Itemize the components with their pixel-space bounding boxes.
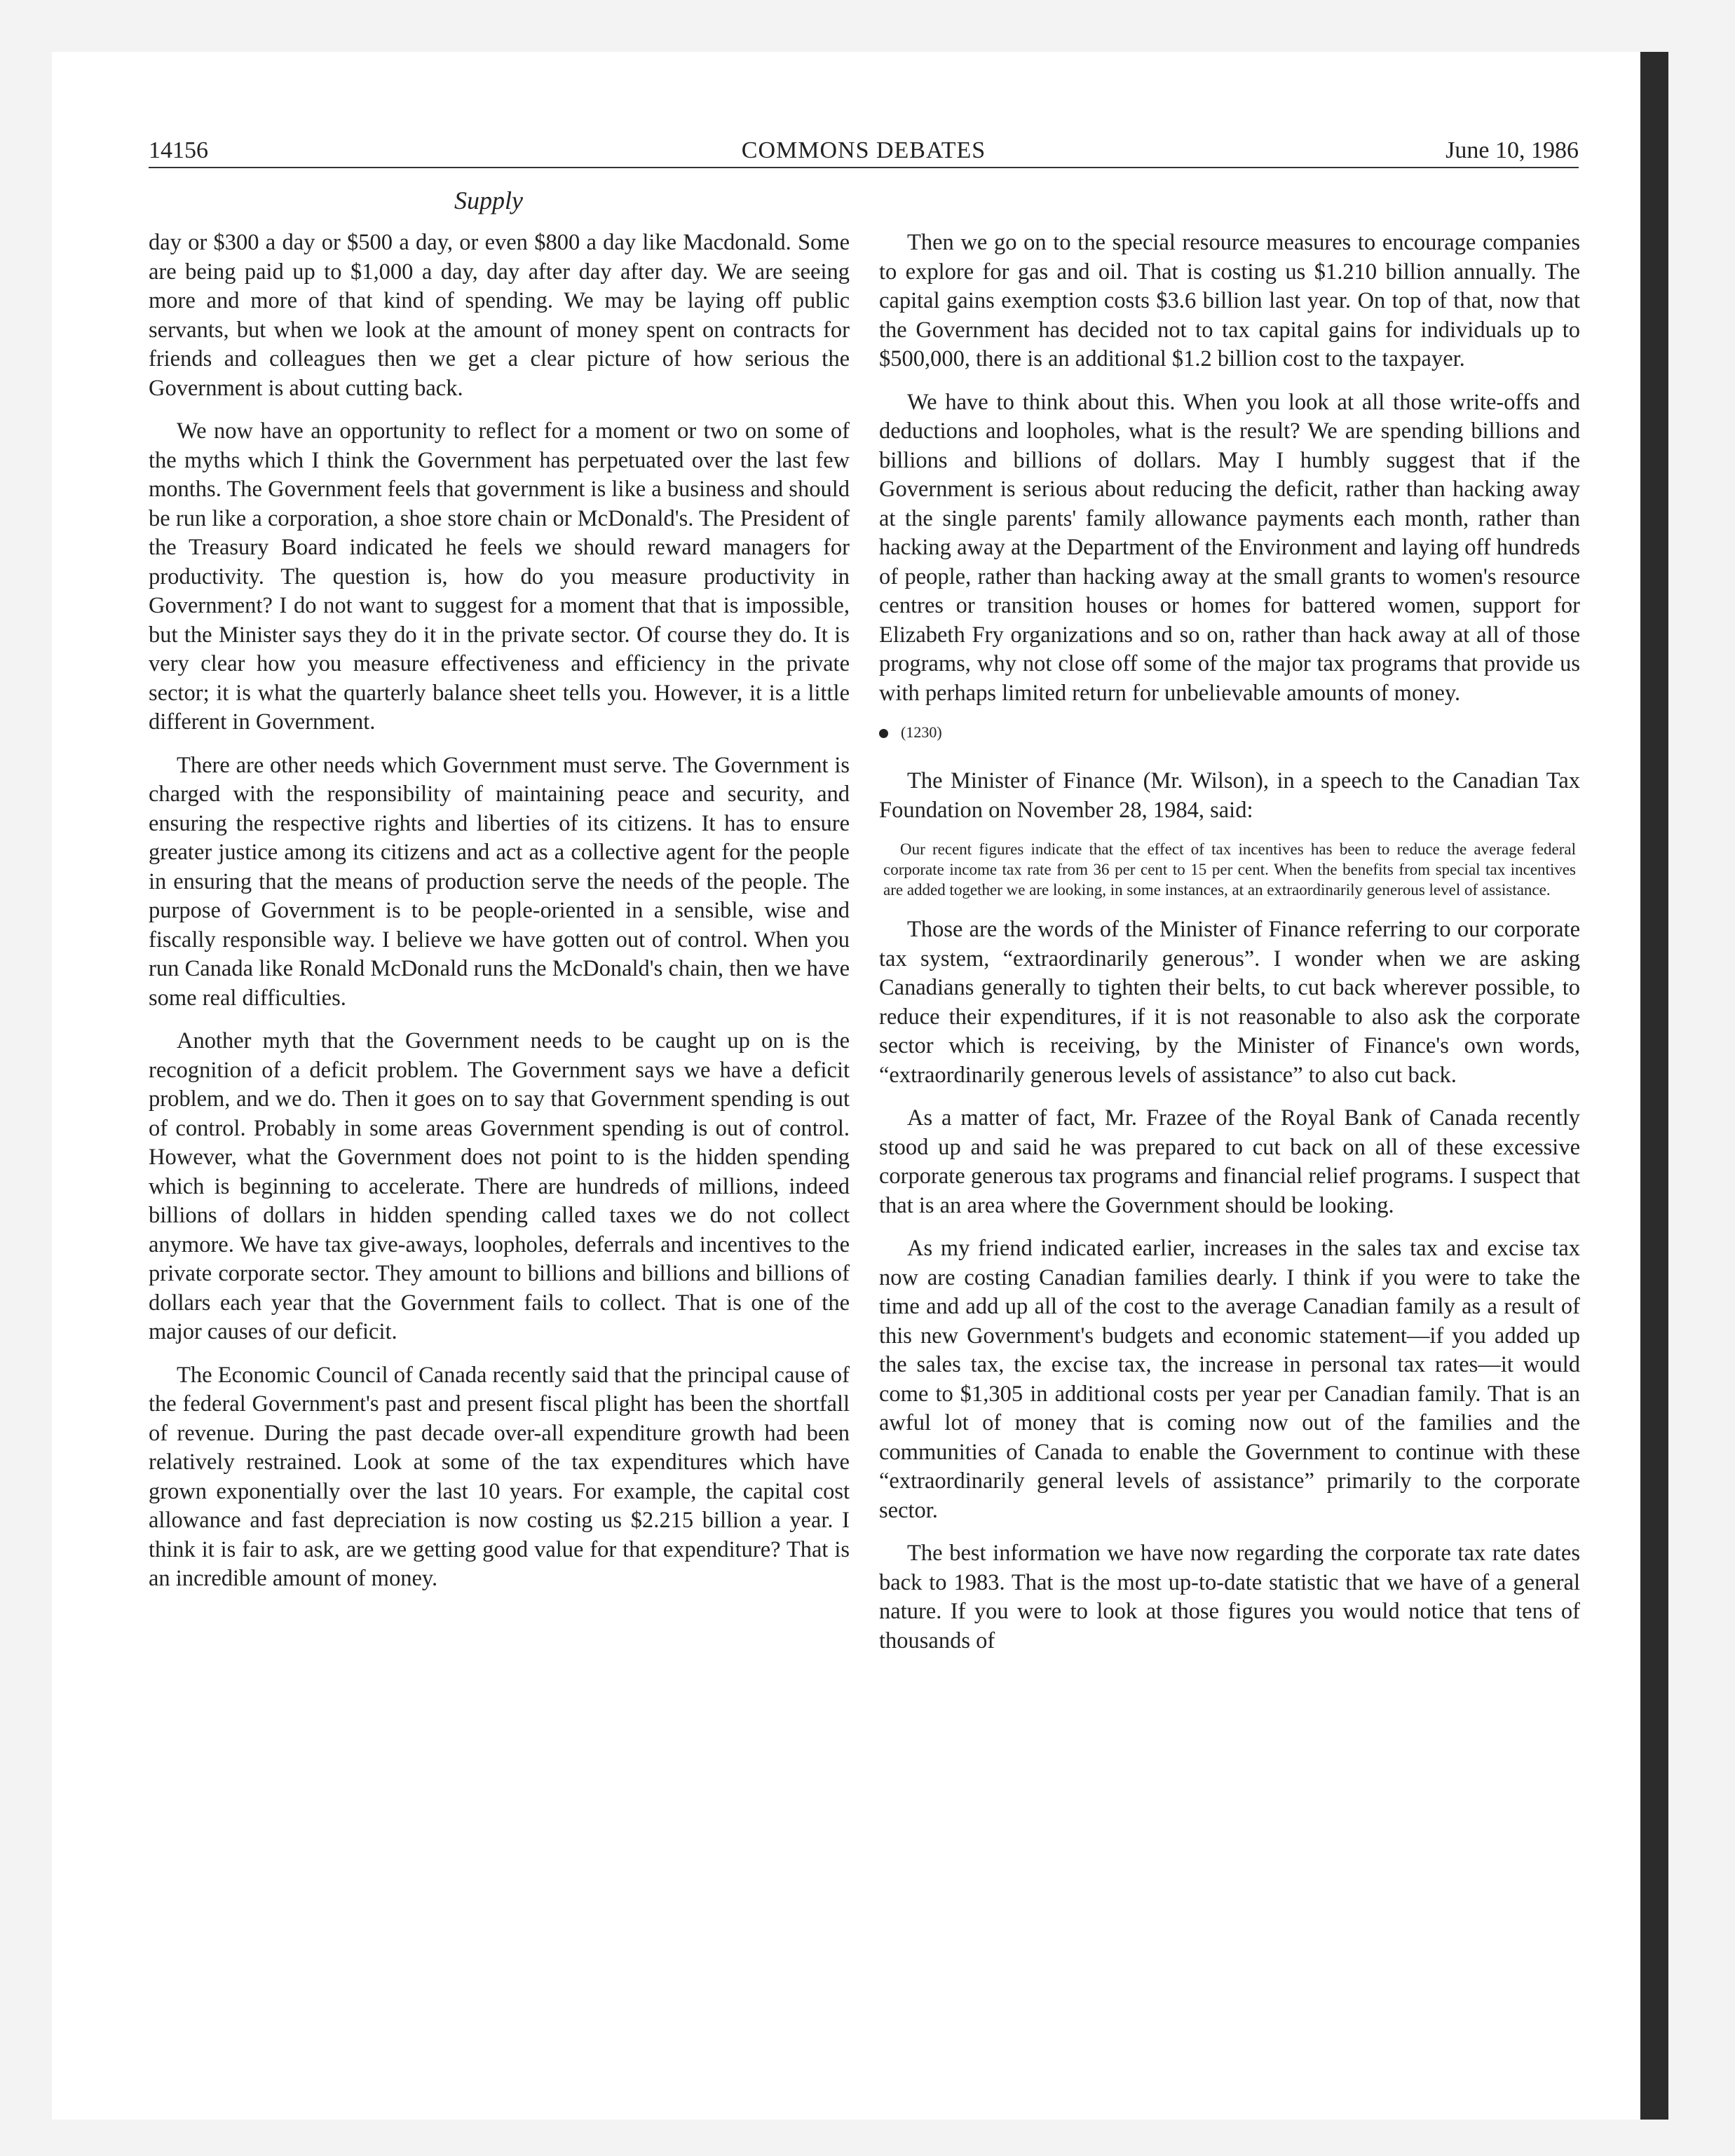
paragraph: Those are the words of the Minister of Finance referring to our corporate tax system, “extraordinarily generous”. I wonder when we are asking Canadians generally to tighten their belts, to cut back wherever possible, to reduce their expenditures, if it is not reasonable to also ask the corporate sector which is receiving, by the Minister of Finance's own words, “extraordinarily generous levels of assistance” to also cut back. [879,917,1580,1088]
paragraph: day or $300 a day or $500 a day, or even $800 a day like Macdonald. Some are being paid up to $1,000 a day, day after day after day. We are seeing more and more of that kind of spending. We may be laying off public servants, but when we look at the amount of money spent on contracts for friends and colleagues then we get a clear picture of how serious the Government is about cutting back. [149,230,850,401]
paragraph: The Minister of Finance (Mr. Wilson), in a speech to the Canadian Tax Foundation on November 28, 1984, said: [879,768,1580,823]
timestamp-label: (1230) [901,723,942,741]
bullet-icon [879,729,888,738]
paragraph: We now have an opportunity to reflect for a moment or two on some of the myths which I think the Government has perpetuated over the last few months. The Government feels that government is like a business and should be run like a corporation, a shoe store chain or McDonald's. The President of the Treasury Board indicated he feels we should reward managers for productivity. The question is, how do you measure productivity in Government? I do not want to suggest for a moment that that is impossible, but the Minister says they do it in the private sector. Of course they do. It is very clear how you measure effectiveness and efficiency in the private sector; it is what the quarterly balance sheet tells you. However, it is a little different in Government. [149,418,850,735]
paragraph: As my friend indicated earlier, increases in the sales tax and excise tax now are costing Canadian families dearly. I think if you were to take the time and add up all of the cost to the average Canadian family as a result of this new Government's budgets and economic statement—if you added up the sales tax, the excise tax, the increase in personal tax rates—it would come to $1,305 in additional costs per year per Canadian family. That is an awful lot of money that is coming now out of the families and the communities of Canada to enable the Government to continue with these “extraordinarily general levels of assistance” primarily to the corporate sector. [879,1236,1580,1523]
page-number: 14156 [149,137,208,163]
paragraph: The Economic Council of Canada recently said that the principal cause of the federal Government's past and present fiscal plight has been the shortfall of revenue. During the past decade over-all expenditure growth had been relatively restrained. Look at some of the tax expenditures which have grown exponentially over the last 10 years. For example, the capital cost allowance and fast depreciation is now costing us $2.215 billion a year. I think it is fair to ask, are we getting good value for that expenditure? That is an incredible amount of money. [149,1362,850,1591]
timestamp [879,722,1580,743]
left-column [149,228,850,1608]
header-rule [149,167,1579,168]
paragraph: There are other needs which Government must serve. The Government is charged with the responsibility of maintaining peace and security, and ensuring the respective rights and liberties of its citizens. It has to ensure greater justice among its citizens and act as a collective agent for the people in ensuring that the means of production serve the needs of the people. The purpose of Government is to be people-oriented in a sensible, wise and fiscally responsible way. I believe we have gotten out of control. When you run Canada like Ronald McDonald runs the McDonald's chain, then we have some real difficulties. [149,752,850,1011]
paragraph: The best information we have now regarding the corporate tax rate dates back to 1983. That is the most up-to-date statistic that we have of a general nature. If you were to look at those figures you would notice that tens of thousands of [879,1541,1580,1653]
page-header [149,133,1579,168]
publication-title: COMMONS DEBATES [741,137,986,163]
block-quote: Our recent figures indicate that the effect of tax incentives has been to reduce the average federal corporate income tax rate from 36 per cent to 15 per cent. When the benefits from special tax incentives are added together we are looking, in some instances, at an extraordinarily generous level of assistance. [883,840,1576,899]
right-column [879,228,1580,1670]
scan-edge [1640,52,1668,2120]
paragraph: We have to think about this. When you look at all those write-offs and deductions and loopholes, what is the result? We are spending billions and billions and billions of dollars. May I humbly suggest that if the Government is serious about reducing the deficit, rather than hacking away at the single parents' family allowance payments each month, rather than hacking away at the Department of the Environment and laying off hundreds of people, rather than hacking away at the small grants to women's resource centres or transition houses or homes for battered women, support for Elizabeth Fry organizations and so on, rather than hack away at all of those programs, why not close off some of the major tax programs that provide us with perhaps limited return for unbelievable amounts of money. [879,389,1580,706]
paragraph: Then we go on to the special resource measures to encourage companies to explore for gas and oil. That is costing us $1.210 billion annually. The capital gains exemption costs $3.6 billion last year. On top of that, now that the Government has decided not to tax capital gains for individuals up to $500,000, there is an additional $1.2 billion cost to the taxpayer. [879,230,1580,371]
paragraph: Another myth that the Government needs to be caught up on is the recognition of a deficit problem. The Government says we have a deficit problem, and we do. Then it goes on to say that Government spending is out of control. Probably in some areas Government spending is out of control. However, what the Government does not point to is the hidden spending which is beginning to accelerate. There are hundreds of millions, indeed billions of dollars in hidden spending called taxes we do not collect anymore. We have tax give-aways, loopholes, deferrals and incentives to the private corporate sector. They amount to billions and billions and billions of dollars each year that the Government fails to collect. That is one of the major causes of our deficit. [149,1028,850,1344]
paragraph: As a matter of fact, Mr. Frazee of the Royal Bank of Canada recently stood up and said he was prepared to cut back on all of these excessive corporate generous tax programs and financial relief programs. I suspect that that is an area where the Government should be looking. [879,1105,1580,1218]
publication-date: June 10, 1986 [1445,137,1579,163]
section-title: Supply [454,186,523,214]
